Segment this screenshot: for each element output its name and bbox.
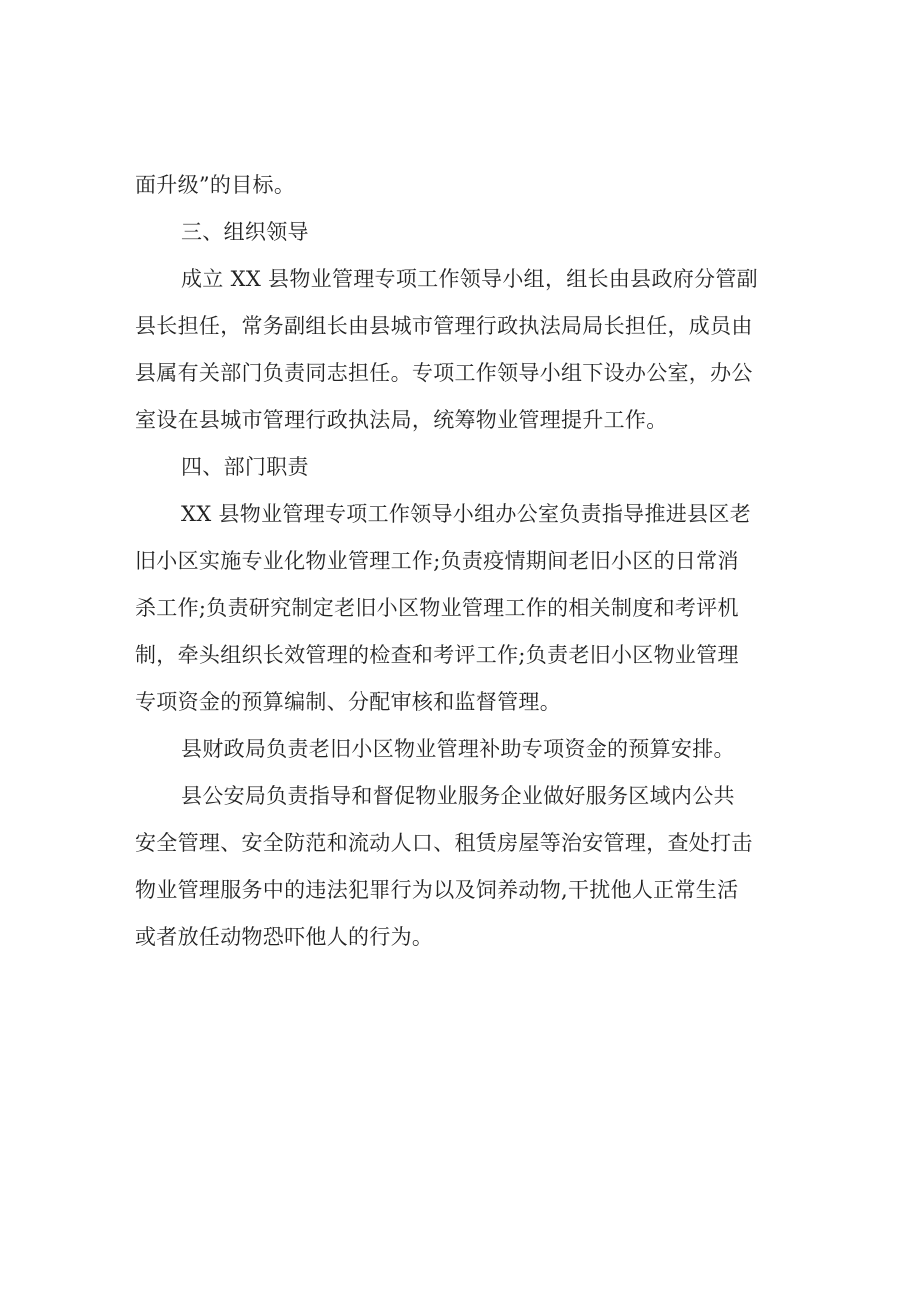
paragraph-line: 旧小区实施专业化物业管理工作;负责疫情期间老旧小区的日常消 (135, 549, 739, 573)
paragraph-line: 县财政局负责老旧小区物业管理补助专项资金的预算安排。 (181, 737, 735, 761)
paragraph-line: 物业管理服务中的违法犯罪行为以及饲养动物,干扰他人正常生活 (135, 878, 739, 902)
paragraph-line: 或者放任动物恐吓他人的行为。 (135, 925, 434, 949)
document-body (135, 162, 795, 961)
paragraph-line: 杀工作;负责研究制定老旧小区物业管理工作的相关制度和考评机 (135, 596, 739, 620)
section-heading-organization: 三、组织领导 (181, 220, 309, 244)
paragraph-line: 制，牵头组织长效管理的检查和考评工作;负责老旧小区物业管理 (135, 643, 739, 667)
paragraph-line: 安全管理、安全防范和流动人口、租赁房屋等治安管理，查处打击 (135, 831, 753, 855)
paragraph-line: 县公安局负责指导和督促物业服务企业做好服务区域内公共 (181, 784, 735, 808)
paragraph-line: 专项资金的预算编制、分配审核和监督管理。 (135, 690, 561, 714)
paragraph-line: 县长担任，常务副组长由县城市管理行政执法局局长担任，成员由 (135, 314, 753, 338)
section-heading-responsibilities: 四、部门职责 (181, 455, 309, 479)
paragraph-line: 县属有关部门负责同志担任。专项工作领导小组下设办公室，办公 (135, 361, 753, 385)
paragraph-line: 室设在县城市管理行政执法局，统筹物业管理提升工作。 (135, 408, 668, 432)
paragraph-line: 成立 XX 县物业管理专项工作领导小组，组长由县政府分管副 (181, 267, 758, 291)
paragraph-line: XX 县物业管理专项工作领导小组办公室负责指导推进县区老 (181, 502, 751, 526)
paragraph-line: 面升级”的目标。 (135, 173, 296, 197)
